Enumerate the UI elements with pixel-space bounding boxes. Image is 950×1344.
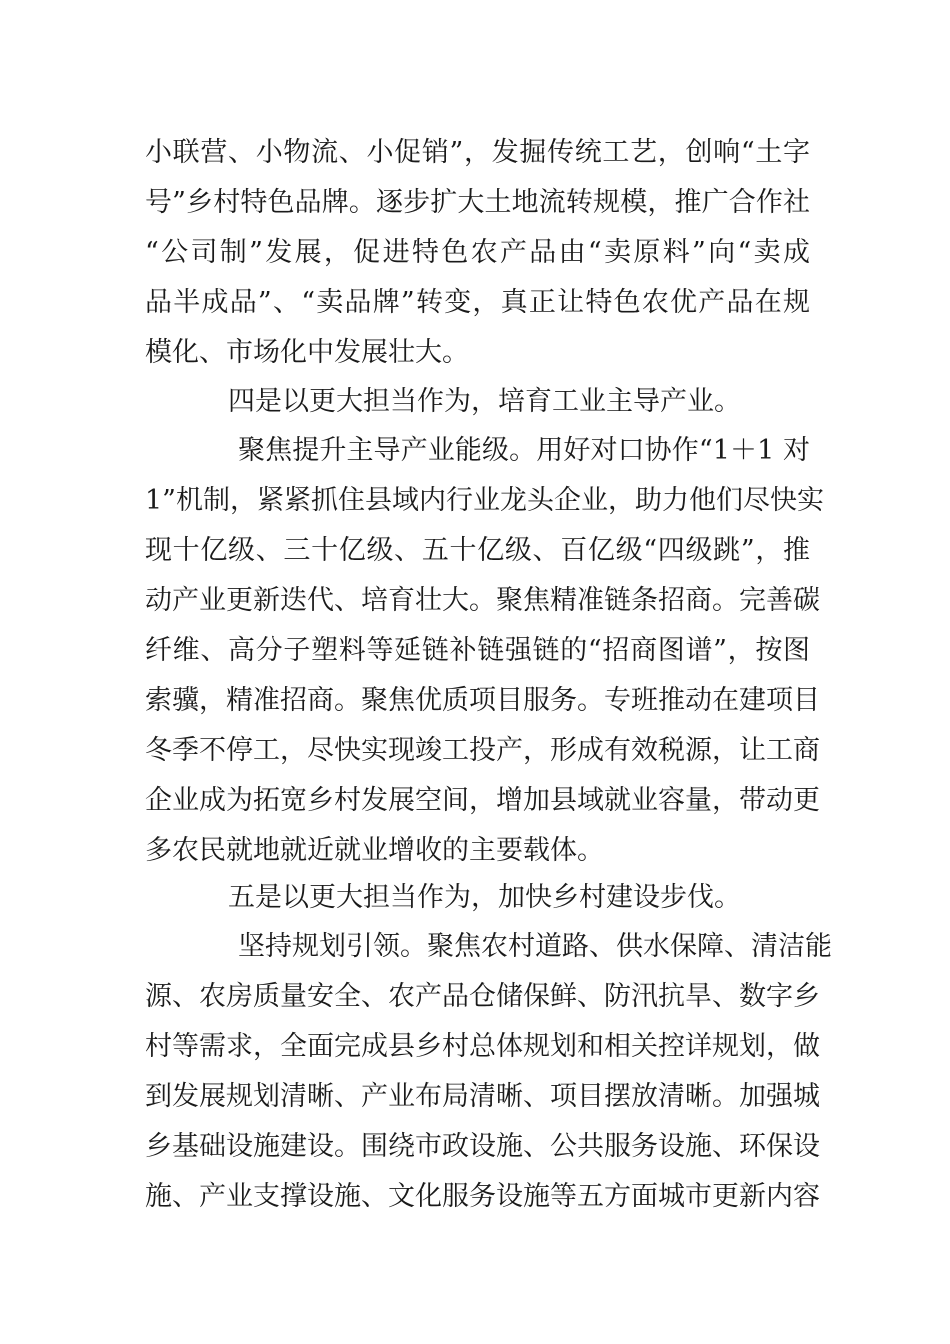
- section-heading: 五是以更大担当作为，加快乡村建设步伐。: [228, 882, 741, 913]
- text-line: 聚焦提升主导产业能级。用好对口协作“1＋1 对: [238, 435, 810, 466]
- text-line: 小联营、小物流、小促销”，发掘传统工艺，创响“土字: [145, 137, 810, 168]
- text-line: 纤维、高分子塑料等延链补链强链的“招商图谱”，按图: [145, 635, 810, 666]
- text-line: 源、农房质量安全、农产品仓储保鲜、防汛抗旱、数字乡: [145, 981, 820, 1012]
- text-line: 动产业更新迭代、培育壮大。聚焦精准链条招商。完善碳: [145, 585, 820, 616]
- text-line: 到发展规划清晰、产业布局清晰、项目摆放清晰。加强城: [145, 1081, 820, 1112]
- section-heading: 四是以更大担当作为，培育工业主导产业。: [228, 386, 741, 417]
- text-line: 乡基础设施建设。围绕市政设施、公共服务设施、环保设: [145, 1131, 820, 1162]
- text-line: 1”机制，紧紧抓住县域内行业龙头企业，助力他们尽快实: [145, 485, 824, 516]
- text-line: 施、产业支撑设施、文化服务设施等五方面城市更新内容: [145, 1181, 820, 1212]
- text-line: “公司制”发展，促进特色农产品由“卖原料”向“卖成: [145, 237, 810, 268]
- text-line: 坚持规划引领。聚焦农村道路、供水保障、清洁能: [238, 931, 832, 962]
- text-line: 企业成为拓宽乡村发展空间，增加县域就业容量，带动更: [145, 785, 820, 816]
- text-line: 号”乡村特色品牌。逐步扩大土地流转规模，推广合作社: [145, 187, 810, 218]
- text-line: 冬季不停工，尽快实现竣工投产，形成有效税源，让工商: [145, 735, 820, 766]
- text-line: 模化、市场化中发展壮大。: [145, 337, 469, 368]
- text-line: 多农民就地就近就业增收的主要载体。: [145, 835, 604, 866]
- text-line: 现十亿级、三十亿级、五十亿级、百亿级“四级跳”，推: [145, 535, 810, 566]
- text-line: 品半成品”、“卖品牌”转变，真正让特色农优产品在规: [145, 287, 810, 318]
- text-line: 村等需求，全面完成县乡村总体规划和相关控详规划，做: [145, 1031, 820, 1062]
- text-line: 索骥，精准招商。聚焦优质项目服务。专班推动在建项目: [145, 685, 820, 716]
